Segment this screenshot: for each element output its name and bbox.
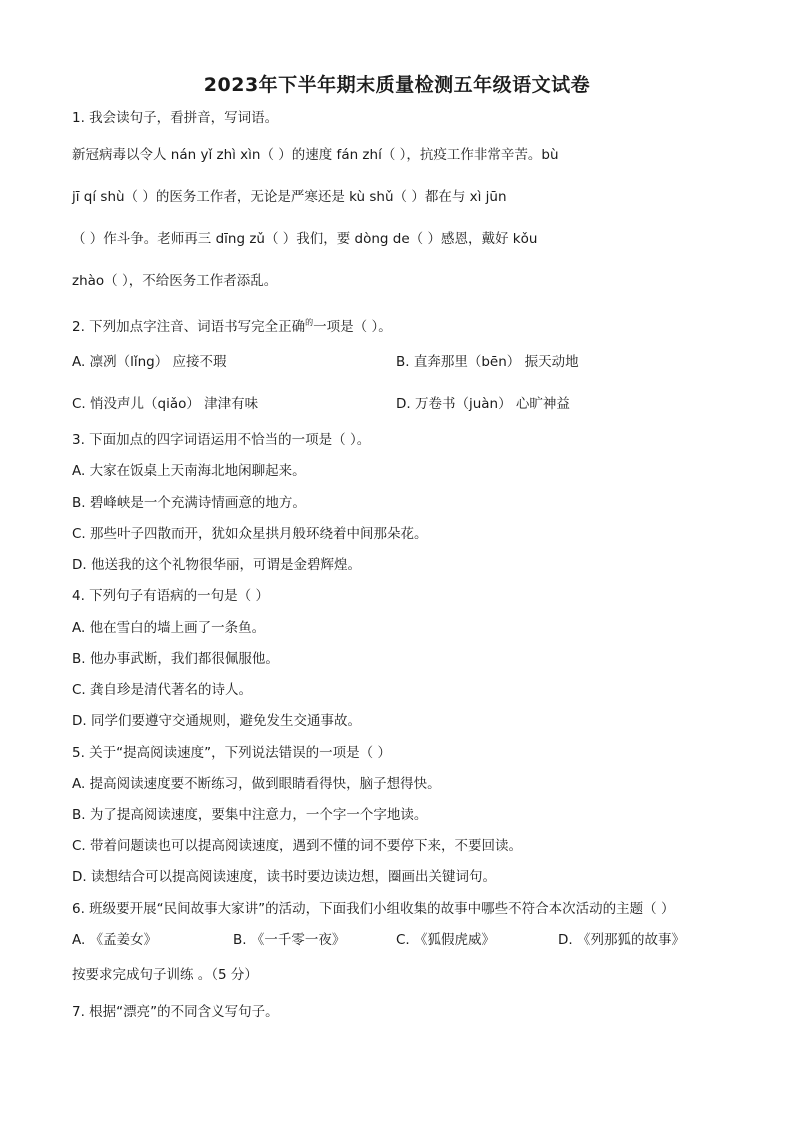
q5-option-a: A. 提高阅读速度要不断练习，做到眼睛看得快，脑子想得快。	[72, 776, 441, 792]
q6-option-c: C. 《狐假虎威》	[396, 932, 496, 948]
q3-stem: 3. 下面加点的四字词语运用不恰当的一项是（ ）。	[72, 432, 371, 448]
q2-option-d: D. 万卷书（juàn） 心旷神益	[396, 396, 570, 412]
q3-option-a: A. 大家在饭桌上天南海北地闲聊起来。	[72, 463, 306, 479]
q2-stem-mark: 的	[305, 318, 314, 327]
q4-option-c: C. 龚自珍是清代著名的诗人。	[72, 682, 253, 698]
q1-line-2: jī qí shù（ ）的医务工作者，无论是严寒还是 kù shǔ（ ）都在与 xì jūn	[72, 189, 507, 205]
q6-stem: 6. 班级要开展“民间故事大家讲”的活动，下面我们小组收集的故事中哪些不符合本次活动的主题（ ）	[72, 901, 675, 917]
q4-option-a: A. 他在雪白的墙上画了一条鱼。	[72, 620, 266, 636]
section-heading: 按要求完成句子训练 。（5 分）	[72, 967, 258, 983]
q2-stem-before: 2. 下列加点字注音、词语书写完全正确	[72, 319, 306, 335]
q7-stem: 7. 根据“漂亮”的不同含义写句子。	[72, 1004, 279, 1020]
q2-option-b: B. 直奔那里（bēn） 振天动地	[396, 354, 579, 370]
q5-option-d: D. 读想结合可以提高阅读速度，读书时要边读边想，圈画出关键词句。	[72, 869, 496, 885]
q2-stem-after: 一项是（ ）。	[313, 319, 392, 335]
q1-stem: 1. 我会读句子，看拼音，写词语。	[72, 110, 279, 126]
q4-stem: 4. 下列句子有语病的一句是（ ）	[72, 588, 269, 604]
q2-option-a: A. 凛冽（lǐng） 应接不瑕	[72, 354, 227, 370]
page-title: 2023年下半年期末质量检测五年级语文试卷	[203, 74, 591, 96]
q5-option-b: B. 为了提高阅读速度，要集中注意力，一个字一个字地读。	[72, 807, 428, 823]
q6-option-d: D. 《列那狐的故事》	[558, 932, 685, 948]
q1-line-1: 新冠病毒以令人 nán yǐ zhì xìn（ ）的速度 fán zhí（ ），抗疫工作非常辛苦。bù	[72, 147, 559, 163]
q2-option-c: C. 悄没声儿（qiǎo） 津津有味	[72, 396, 259, 412]
q4-option-d: D. 同学们要遵守交通规则，避免发生交通事故。	[72, 713, 361, 729]
q5-option-c: C. 带着问题读也可以提高阅读速度，遇到不懂的词不要停下来，不要回读。	[72, 838, 523, 854]
q6-option-a: A. 《孟姜女》	[72, 932, 158, 948]
q3-option-c: C. 那些叶子四散而开，犹如众星拱月般环绕着中间那朵花。	[72, 526, 428, 542]
q1-line-3: （ ）作斗争。老师再三 dīng zǔ（ ）我们，要 dòng de（ ）感恩，戴好 kǒu	[72, 231, 538, 247]
q1-line-4: zhào（ ），不给医务工作者添乱。	[72, 273, 278, 289]
q3-option-d: D. 他送我的这个礼物很华丽，可谓是金碧辉煌。	[72, 557, 361, 573]
q2-stem	[72, 313, 392, 337]
q5-stem: 5. 关于“提高阅读速度”，下列说法错误的一项是（ ）	[72, 745, 391, 761]
q3-option-b: B. 碧峰峡是一个充满诗情画意的地方。	[72, 495, 306, 511]
q6-option-b: B. 《一千零一夜》	[233, 932, 346, 948]
q4-option-b: B. 他办事武断，我们都很佩服他。	[72, 651, 279, 667]
